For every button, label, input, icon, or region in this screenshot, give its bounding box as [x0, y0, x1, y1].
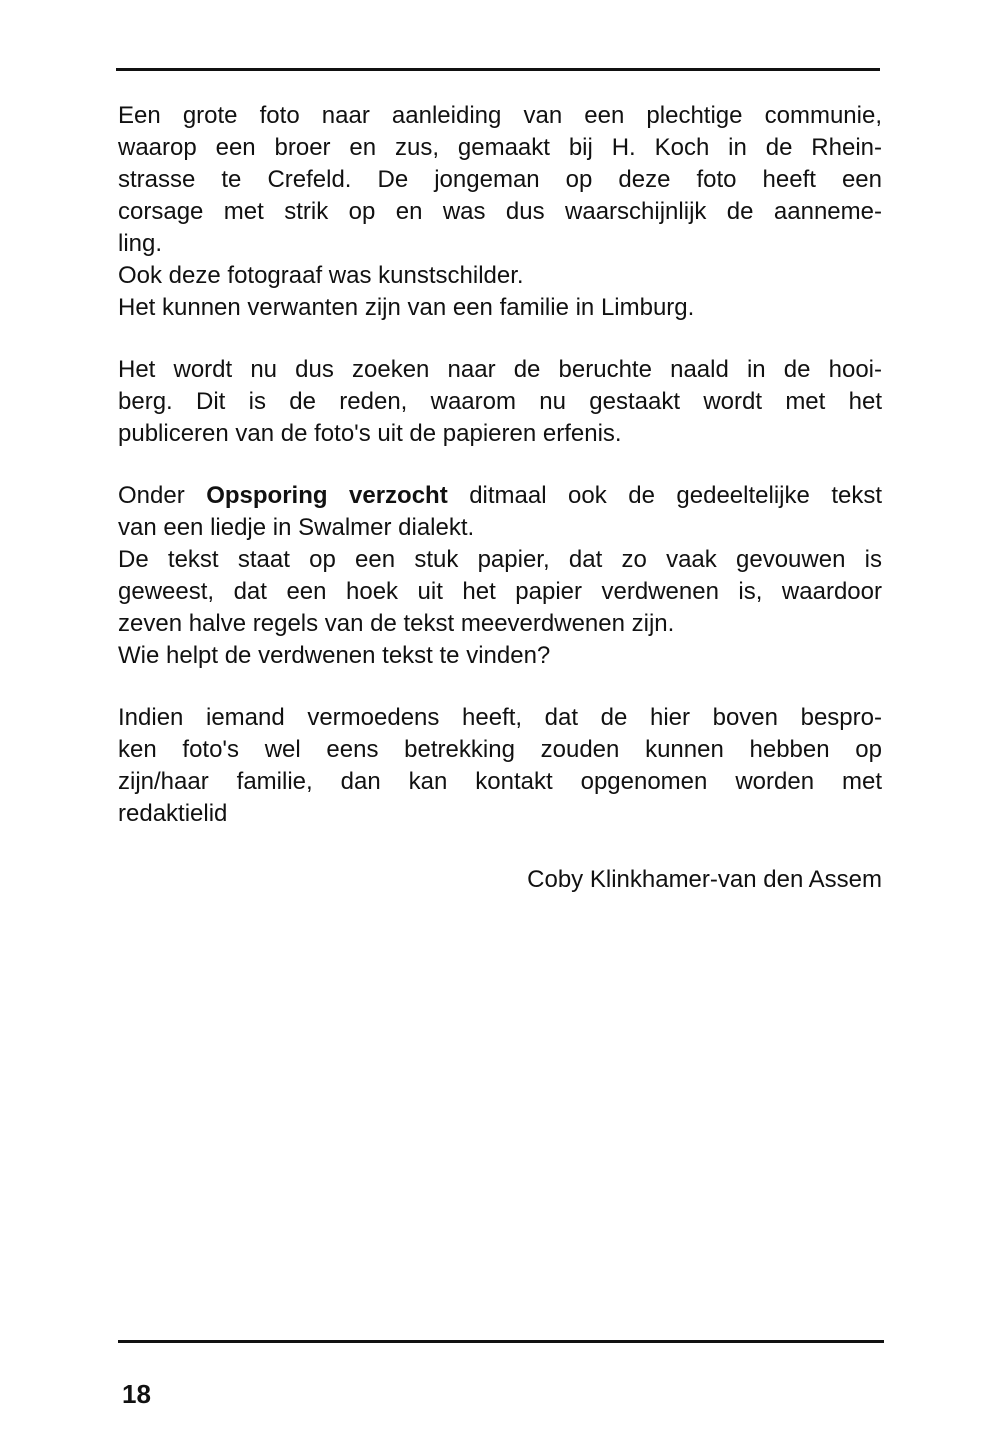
text-line: van een liedje in Swalmer dialekt.	[118, 514, 475, 541]
text-line: Het wordt nu dus zoeken naar de beruchte naald in de hooi-	[118, 356, 882, 383]
paragraph-1	[118, 100, 882, 324]
text-line: redaktielid	[118, 800, 228, 827]
author-signature: Coby Klinkhamer-van den Assem	[527, 866, 882, 893]
text-line: Een grote foto naar aanleiding van een plechtige communie,	[118, 102, 882, 129]
text-line: Indien iemand vermoedens heeft, dat de hier boven bespro-	[118, 704, 882, 731]
bottom-rule	[118, 1340, 884, 1343]
text-line	[118, 480, 882, 512]
text-line: corsage met strik op en was dus waarschijnlijk de aanneme-	[118, 198, 882, 225]
text-line: Het kunnen verwanten zijn van een familie in Limburg.	[118, 294, 695, 321]
line-suffix: ditmaal ook de gedeeltelijke tekst	[447, 482, 883, 509]
paragraph-3	[118, 480, 882, 672]
top-rule	[116, 68, 880, 71]
text-line: Wie helpt de verdwenen tekst te vinden?	[118, 642, 551, 669]
text-line: strasse te Crefeld. De jongeman op deze foto heeft een	[118, 166, 882, 193]
text-line: zeven halve regels van de tekst meeverdwenen zijn.	[118, 610, 675, 637]
paragraph-2	[118, 354, 882, 450]
paragraph-4	[118, 702, 882, 830]
text-line: publiceren van de foto's uit de papieren erfenis.	[118, 420, 622, 447]
text-line: waarop een broer en zus, gemaakt bij H. Koch in de Rhein-	[118, 134, 882, 161]
text-line: ken foto's wel eens betrekking zouden kunnen hebben op	[118, 736, 882, 763]
column-title-bold: Opsporing verzocht	[206, 482, 448, 509]
text-line: De tekst staat op een stuk papier, dat zo vaak gevouwen is	[118, 546, 882, 573]
page-number: 18	[122, 1379, 151, 1409]
text-line: berg. Dit is de reden, waarom nu gestaakt wordt met het	[118, 388, 882, 415]
line-prefix: Onder	[118, 482, 207, 509]
text-line: geweest, dat een hoek uit het papier verdwenen is, waardoor	[118, 578, 882, 605]
text-line: zijn/haar familie, dan kan kontakt opgenomen worden met	[118, 768, 882, 795]
text-line: ling.	[118, 230, 163, 257]
article-body	[118, 100, 882, 860]
text-line: Ook deze fotograaf was kunstschilder.	[118, 262, 524, 289]
